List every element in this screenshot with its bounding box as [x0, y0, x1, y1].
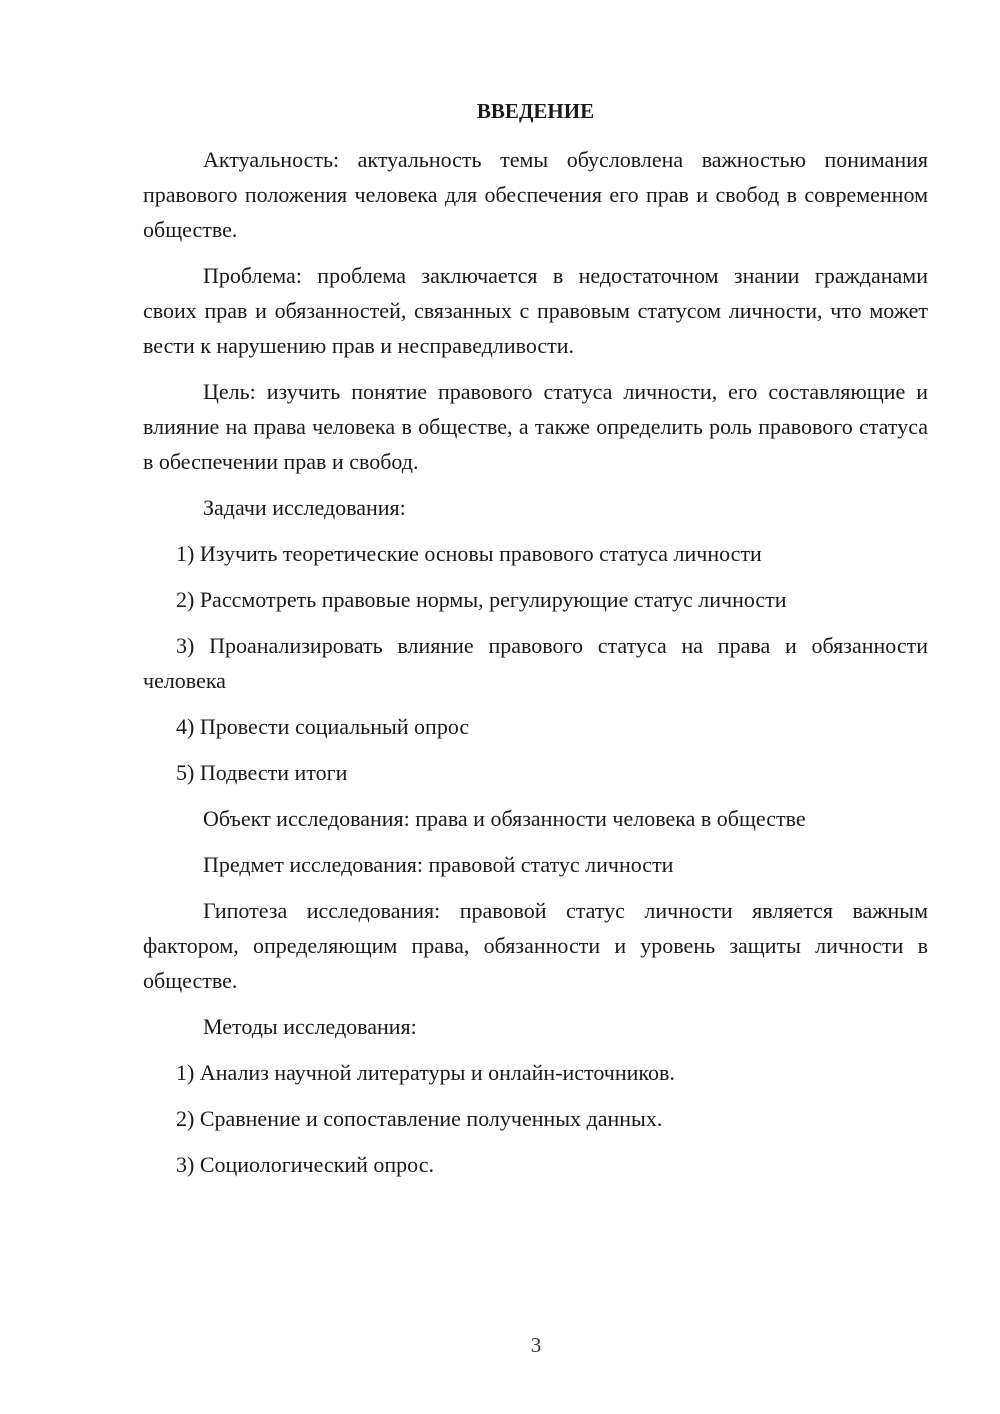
subject-paragraph: Предмет исследования: правовой статус личности — [203, 852, 674, 877]
methods-heading: Методы исследования: — [203, 1014, 417, 1039]
task-item: 2) Рассмотреть правовые нормы, регулирующие статус личности — [176, 587, 787, 612]
page-number: 3 — [530, 1333, 542, 1357]
task-item: 4) Провести социальный опрос — [176, 714, 470, 739]
tasks-heading: Задачи исследования: — [203, 495, 406, 520]
goal-paragraph: Цель: изучить понятие правового статуса личности, его составляющие и влияние на права человека в обществе, а также определить роль правового статуса в обеспечении прав и свобод. — [143, 379, 928, 474]
task-item: 1) Изучить теоретические основы правового статуса личности — [176, 541, 762, 566]
page-title: ВВЕДЕНИЕ — [476, 99, 595, 123]
method-item: 1) Анализ научной литературы и онлайн-источников. — [176, 1060, 675, 1085]
task-item: 5) Подвести итоги — [176, 760, 348, 785]
document-page — [143, 94, 928, 1193]
method-item: 2) Сравнение и сопоставление полученных данных. — [176, 1106, 663, 1131]
problem-paragraph: Проблема: проблема заключается в недостаточном знании гражданами своих прав и обязанностей, связанных с правовым статусом личности, что может вести к нарушению прав и несправедливости. — [143, 263, 928, 358]
method-item: 3) Социологический опрос. — [176, 1152, 434, 1177]
task-item: 3) Проанализировать влияние правового статуса на права и обязанности человека — [143, 633, 928, 693]
object-paragraph: Объект исследования: права и обязанности человека в обществе — [203, 806, 806, 831]
hypothesis-paragraph: Гипотеза исследования: правовой статус личности является важным фактором, определяющим права, обязанности и уровень защиты личности в обществе. — [143, 898, 928, 993]
relevance-paragraph: Актуальность: актуальность темы обусловлена важностью понимания правового положения человека для обеспечения его прав и свобод в современном обществе. — [143, 147, 928, 242]
